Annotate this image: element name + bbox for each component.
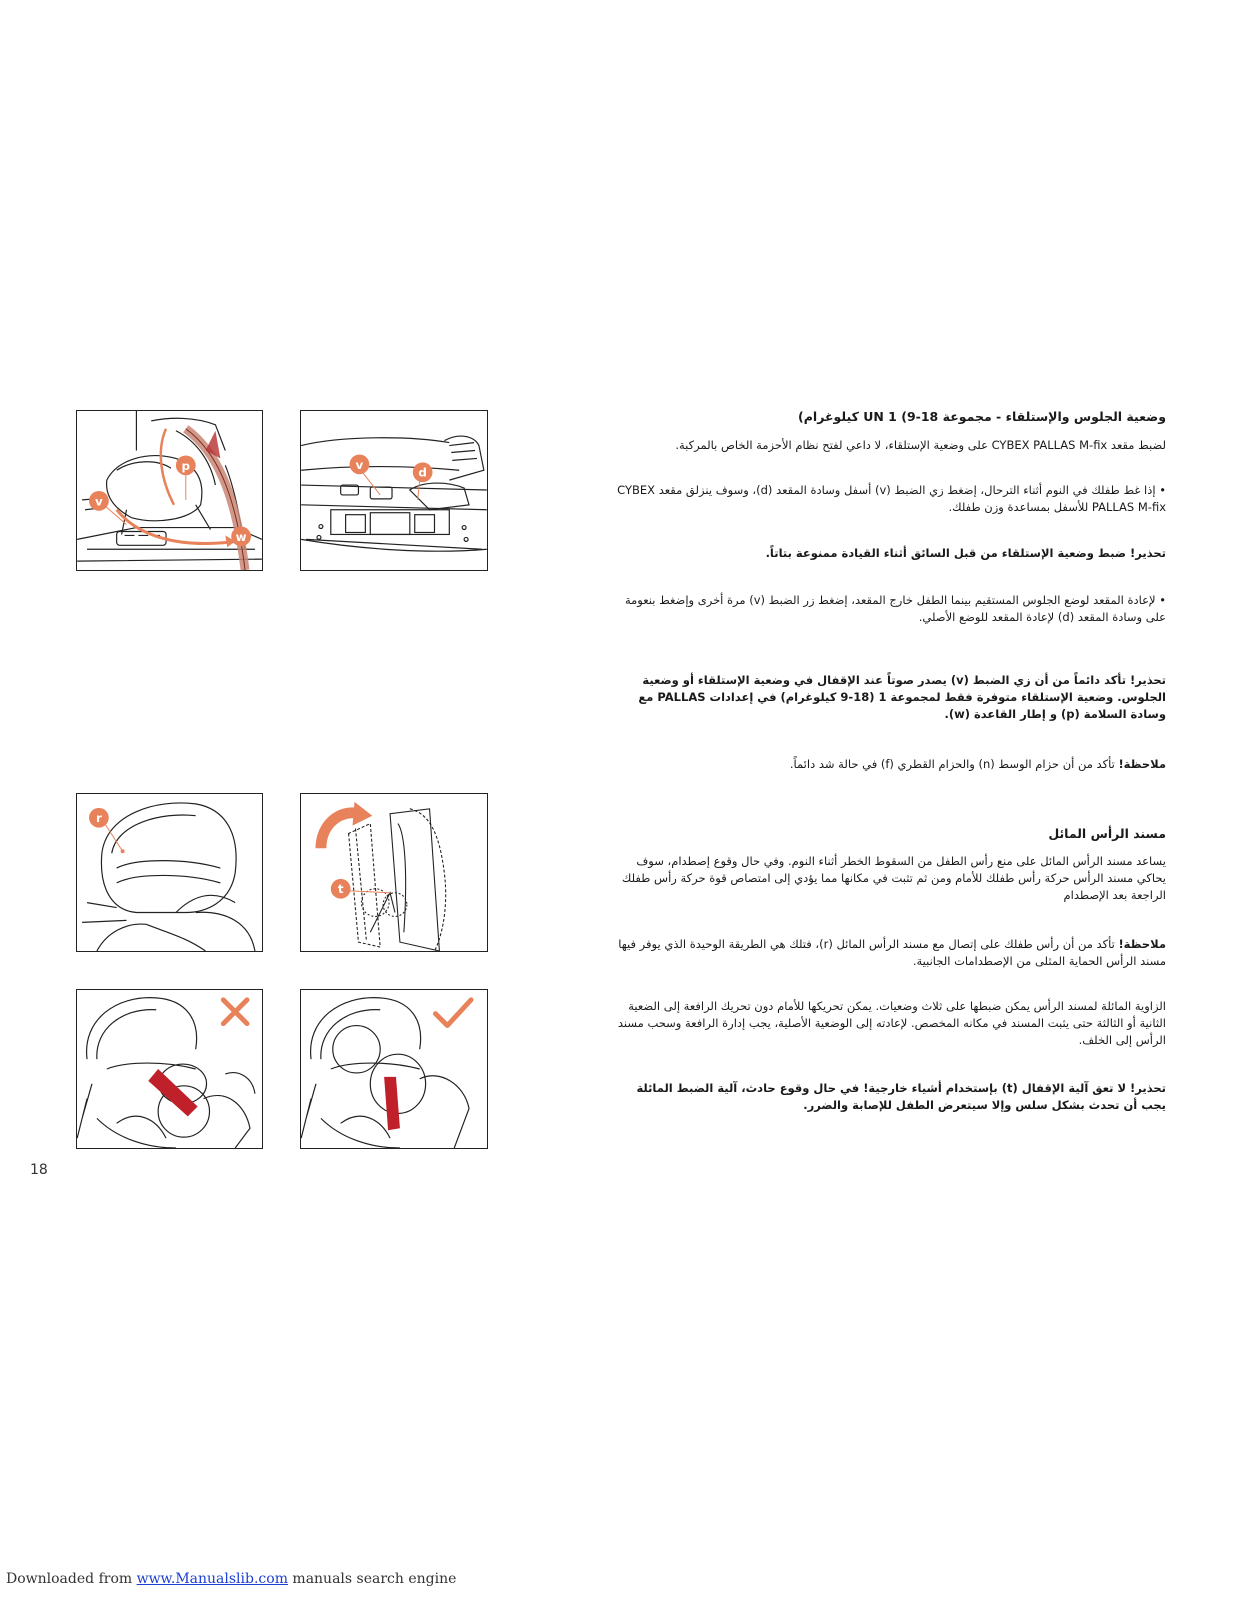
label-d: d [418,465,427,480]
label-v: v [95,494,103,509]
check-icon [435,1000,471,1026]
figure-correct-position [300,989,488,1149]
note-text: تأكد من أن حزام الوسط (n) والحزام القطري (f) في حالة شد دائماً. [789,757,1119,771]
footer-suffix: manuals search engine [287,1571,457,1587]
figure-recline-seat [76,410,263,571]
note-headrest-contact [610,936,1166,970]
figure-wrong-position [76,989,263,1149]
footer [6,1571,456,1587]
footer-link[interactable]: www.Manualslib.com [136,1571,288,1587]
label-p: p [181,458,191,473]
figure-adjust-button [300,410,488,571]
note-label: ملاحظة! [1118,757,1166,771]
headrest-angle-paragraph: الزاوية المائلة لمسند الرأس يمكن ضبطها على ثلاث وضعيات. يمكن تحريكها للأمام دون تحريك الرافعة إلى الضعية الثانية أو الثالثة حتى يثبت المسند في مكانه المخصص. لإعادته إلى الوضعية الأصلية، يجب إدارة الرافعة وسحب مسند الرأس إلى الخلف. [617,999,1166,1047]
figure-headrest [76,793,263,952]
bullet-return-upright: • لإعادة المقعد لوضع الجلوس المستقيم بينما الطفل خارج المقعد، إضغط زر الضبط (v) مرة أخرى وإضغط بنعومة على وسادة المقعد (d) لإعادة المقعد للوضع الأصلي. [624,593,1166,624]
label-r: r [95,811,102,826]
note-belt-tension [610,756,1166,773]
label-t: t [337,882,344,897]
warning-lock-sound: تحذير! تأكد دائماً من أن زي الضبط (v) يصدر صوتاً عند الإقفال في وضعية الإستلقاء أو وضعية الجلوس. وضعية الإستلقاء متوفرة فقط لمجموعة 1 (18-9 كيلوغرام) في إعدادات PALLAS مع وسادة السلامة (p) و إطار القاعدة (w). [638,673,1166,721]
section-title-recline: وضعية الجلوس والإستلقاء - مجموعة 18-9) 1 UN كيلوغرام) [798,409,1166,424]
label-v: v [355,457,364,472]
intro-paragraph: لضبط مقعد CYBEX PALLAS M-fix على وضعية الإستلقاء، لا داعي لفتح نظام الأحزمة الخاص بالمركبة. [675,438,1166,452]
note-text: تأكد من أن رأس طفلك على إتصال مع مسند الرأس المائل (r)، فتلك هي الطريقة الوحيدة الذي يوفر فيها مسند الرأس الحماية المثلى من الإصطدامات الجانبية. [618,937,1166,968]
warning-driver: تحذير! ضبط وضعية الإستلقاء من قبل السائق أثناء القيادة ممنوعة بتاتاً. [765,546,1166,560]
page-number: 18 [30,1162,48,1178]
cross-icon [223,1000,247,1024]
label-w: w [235,529,247,544]
figure-tilt-lock [300,793,488,952]
section-title-headrest: مسند الرأس المائل [1048,826,1166,841]
headrest-paragraph: يساعد مسند الرأس المائل على منع رأس الطفل من السقوط الخطر أثناء النوم. وفي حال وقوع إصطدام، سوف يحاكي مسند الرأس حركة رأس طفلك للأمام ومن ثم تثبت في مكانها مما يؤدي إلى امتصاص قوة حركة رأس طفلك الراجعة بعد الإصطدام [621,854,1166,902]
footer-prefix: Downloaded from [6,1571,137,1587]
bullet-recline: • إذا غط طفلك في النوم أثناء الترحال، إضغط زي الضبط (v) أسفل وسادة المقعد (d)، وسوف ينزلق مقعد CYBEX PALLAS M-fix للأسفل بمساعدة وزن طفلك. [617,483,1166,514]
warning-tilt-lock: تحذير! لا تعق آلية الإقفال (t) بإستخدام أشياء خارجية! في حال وقوع حادث، آلية الضبط المائلة يجب أن تحدث بشكل سلس وإلا سيتعرض الطفل للإصابة والضرر. [636,1081,1166,1112]
note-label: ملاحظة! [1118,937,1166,951]
